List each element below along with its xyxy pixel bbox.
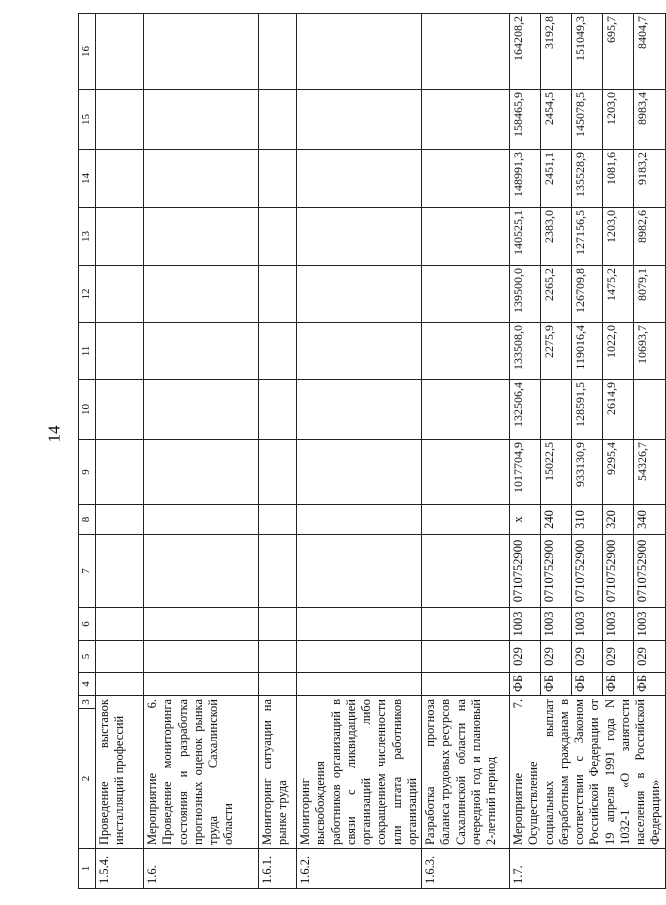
table-row (96, 14, 144, 889)
table-cell (297, 323, 422, 380)
col-header: 6 (79, 608, 96, 641)
table-row (297, 14, 422, 889)
table-cell: 3192,8 (541, 14, 572, 90)
table-cell: 1003 (510, 608, 541, 641)
table-cell (422, 380, 510, 440)
table-cell: 1081,6 (603, 150, 634, 208)
table-cell (144, 440, 259, 505)
table-cell (422, 90, 510, 150)
table-cell: 139500,0 (510, 266, 541, 323)
table-cell (422, 505, 510, 535)
table-cell (144, 505, 259, 535)
row-number: 1.6.1. (259, 849, 297, 889)
table-cell: 133508,0 (510, 323, 541, 380)
table-cell (259, 150, 297, 208)
table-cell: 1003 (541, 608, 572, 641)
table-row (510, 14, 541, 889)
table-cell (259, 90, 297, 150)
table-cell (297, 535, 422, 608)
table-cell: 135528,9 (572, 150, 603, 208)
table-cell: 132506,4 (510, 380, 541, 440)
col-header: 10 (79, 380, 96, 440)
row-description: Мониторинг ситуации на рынке труда (259, 696, 297, 849)
table-cell: ФБ (572, 673, 603, 696)
table-cell: 1017704,9 (510, 440, 541, 505)
table-cell: ФБ (510, 673, 541, 696)
table-cell: 126709,8 (572, 266, 603, 323)
table-cell (144, 14, 259, 90)
table-cell: 8983,4 (634, 90, 665, 150)
table-cell: 2383,0 (541, 208, 572, 266)
col-header: 11 (79, 323, 96, 380)
table-cell: 1003 (603, 608, 634, 641)
table-cell (297, 380, 422, 440)
table-cell: 145078,5 (572, 90, 603, 150)
table-cell: 0710752900 (510, 535, 541, 608)
table-cell (96, 608, 144, 641)
table-cell (259, 323, 297, 380)
table-row (144, 14, 259, 889)
table-cell (144, 208, 259, 266)
table-cell: 1203,0 (603, 90, 634, 150)
table-cell: 320 (603, 505, 634, 535)
table-cell (259, 608, 297, 641)
table-cell: 1203,0 (603, 208, 634, 266)
table-cell (259, 380, 297, 440)
col-header: 14 (79, 150, 96, 208)
table-cell (144, 641, 259, 673)
table-cell: 9183,2 (634, 150, 665, 208)
table-cell: 240 (541, 505, 572, 535)
table-cell (96, 505, 144, 535)
table-cell (422, 266, 510, 323)
table-cell: 158465,9 (510, 90, 541, 150)
table-cell (297, 150, 422, 208)
table-cell (144, 673, 259, 696)
row-number: 1.5.4. (96, 849, 144, 889)
table-cell: 151049,3 (572, 14, 603, 90)
table-cell: 029 (572, 641, 603, 673)
col-header: 4 (79, 673, 96, 696)
table-cell: 029 (634, 641, 665, 673)
table-cell (297, 641, 422, 673)
table-cell (422, 323, 510, 380)
table-cell: 164208,2 (510, 14, 541, 90)
col-header: 8 (79, 505, 96, 535)
table-cell: 8079,1 (634, 266, 665, 323)
table-cell (541, 380, 572, 440)
table-cell: 10693,7 (634, 323, 665, 380)
column-number-row (79, 14, 96, 889)
table-cell: 0710752900 (572, 535, 603, 608)
col-header: 12 (79, 266, 96, 323)
row-description: Мероприятие 7. Осуществление социальных выплат безработным гражданам в соответствии с Законом Российской Федерации от 19 апреля 1991 года N 1032-1 «О занятости населения в Российской Федерации» (510, 696, 666, 849)
table-cell (259, 505, 297, 535)
row-number: 1.6.3. (422, 849, 510, 889)
col-header: 7 (79, 535, 96, 608)
row-description: Проведение выставок инсталляций профессий (96, 696, 144, 849)
table-cell: 2614,9 (603, 380, 634, 440)
table-cell (96, 380, 144, 440)
table-cell (297, 266, 422, 323)
table-cell (422, 14, 510, 90)
table-cell: 2451,1 (541, 150, 572, 208)
col-header: 3 (79, 696, 96, 709)
table-cell (144, 323, 259, 380)
row-number: 1.6. (144, 849, 259, 889)
table-cell: 695,7 (603, 14, 634, 90)
table-cell: x (510, 505, 541, 535)
table-cell: 029 (510, 641, 541, 673)
col-header: 9 (79, 440, 96, 505)
table-cell (259, 208, 297, 266)
table-cell (422, 608, 510, 641)
table-cell (96, 90, 144, 150)
table-cell (96, 641, 144, 673)
table-cell: 148991,3 (510, 150, 541, 208)
budget-table (78, 13, 666, 889)
table-cell (96, 323, 144, 380)
table-cell: 933130,9 (572, 440, 603, 505)
table-cell: 0710752900 (541, 535, 572, 608)
table-cell: 2265,2 (541, 266, 572, 323)
table-cell (96, 535, 144, 608)
table-cell (422, 641, 510, 673)
table-cell: 310 (572, 505, 603, 535)
table-cell (422, 673, 510, 696)
table-cell (259, 673, 297, 696)
row-description: Мониторинг высвобождения работников организаций в связи с ликвидацией организаций либо сокращением численности или штата работников организаций (297, 696, 422, 849)
rotated-table-page (78, 14, 663, 889)
col-header: 13 (79, 208, 96, 266)
table-cell (297, 90, 422, 150)
table-cell (96, 150, 144, 208)
table-cell: 9295,4 (603, 440, 634, 505)
table-cell: 127156,5 (572, 208, 603, 266)
table-cell (259, 440, 297, 505)
table-cell: ФБ (603, 673, 634, 696)
table-cell (96, 266, 144, 323)
table-cell: 1003 (572, 608, 603, 641)
col-header: 5 (79, 641, 96, 673)
table-cell: ФБ (541, 673, 572, 696)
table-cell (96, 208, 144, 266)
table-cell (297, 14, 422, 90)
table-row (422, 14, 510, 889)
row-number: 1.6.2. (297, 849, 422, 889)
row-description: Разработка прогноза баланса трудовых ресурсов Сахалинской области на очередной год и плановый 2-летний период (422, 696, 510, 849)
table-cell (96, 440, 144, 505)
page-number: 14 (44, 425, 64, 443)
table-cell (144, 380, 259, 440)
table-row (259, 14, 297, 889)
table-cell: 029 (603, 641, 634, 673)
row-description: Мероприятие 6. Проведение мониторинга состояния и разработка прогнозных оценок рынка труда Сахалинской области (144, 696, 259, 849)
table-cell: 119016,4 (572, 323, 603, 380)
table-cell (297, 208, 422, 266)
table-cell (144, 266, 259, 323)
table-cell (259, 641, 297, 673)
table-cell (297, 608, 422, 641)
table-cell (144, 608, 259, 641)
table-cell: 2275,9 (541, 323, 572, 380)
table-cell (144, 150, 259, 208)
row-number: 1.7. (510, 849, 666, 889)
table-cell (144, 90, 259, 150)
table-cell: 1003 (634, 608, 665, 641)
table-cell (259, 14, 297, 90)
table-cell (259, 266, 297, 323)
table-cell (144, 535, 259, 608)
table-cell: 0710752900 (603, 535, 634, 608)
col-header: 15 (79, 90, 96, 150)
table-cell: 140525,1 (510, 208, 541, 266)
table-cell (96, 14, 144, 90)
table-cell: 029 (541, 641, 572, 673)
table-cell (422, 440, 510, 505)
table-cell (422, 535, 510, 608)
table-cell: 1475,2 (603, 266, 634, 323)
table-cell: 8982,6 (634, 208, 665, 266)
table-cell (422, 150, 510, 208)
table-cell: 54326,7 (634, 440, 665, 505)
table-cell (297, 505, 422, 535)
table-cell (297, 440, 422, 505)
table-cell: 340 (634, 505, 665, 535)
table-cell (634, 380, 665, 440)
table-cell: ФБ (634, 673, 665, 696)
col-header: 16 (79, 14, 96, 90)
table-cell (297, 673, 422, 696)
table-cell (259, 535, 297, 608)
table-cell: 15022,5 (541, 440, 572, 505)
table-cell (422, 208, 510, 266)
table-cell: 2454,5 (541, 90, 572, 150)
table-cell: 8404,7 (634, 14, 665, 90)
table-cell (96, 673, 144, 696)
col-header: 1 (79, 849, 96, 889)
col-header: 2 (79, 709, 96, 849)
table-cell: 128591,5 (572, 380, 603, 440)
table-cell: 1022,0 (603, 323, 634, 380)
table-cell: 0710752900 (634, 535, 665, 608)
